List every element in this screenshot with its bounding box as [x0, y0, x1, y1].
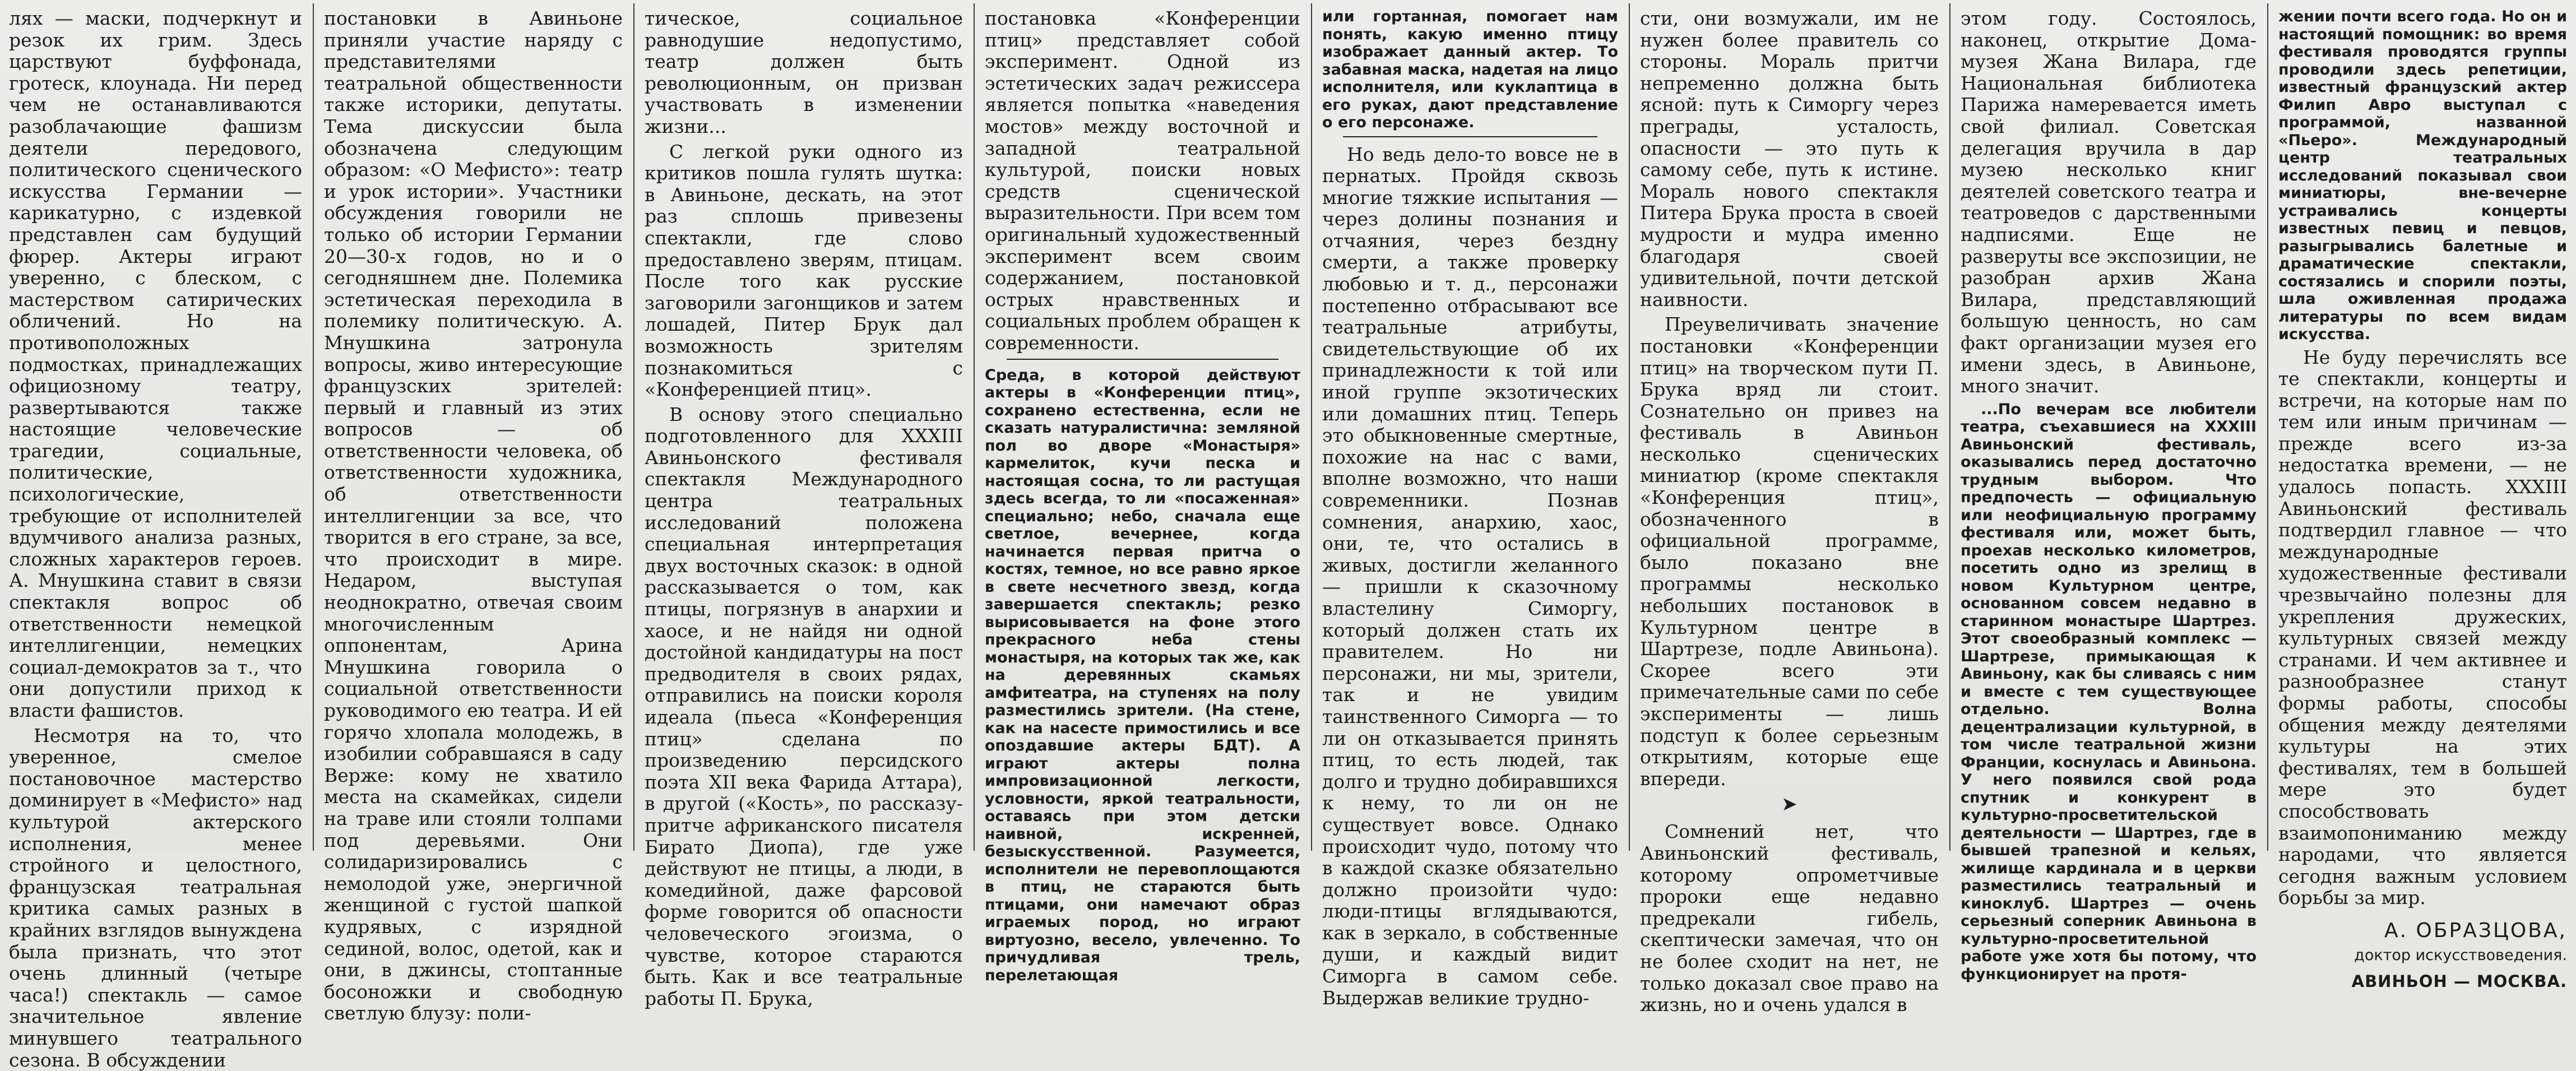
author-title: доктор искусствоведения.: [2354, 946, 2567, 964]
paragraph: В основу этого специально подготовленного для XXXIII Авиньонского фестиваля спектакля Международного центра театральных исследований положена специальная интерпретация двух восточных сказок: в одной рассказывается о том, как птицы, погрязнув в анархии и хаосе, и не найдя ни одной достойной кандидатуры на пост предводителя в своих рядах, отправились на поиски короля идеала (пьеса «Конференция птиц» сделана по произведению персидского поэта XII века Фарида Аттара), в другой («Кость», по рассказу-притче африканского писателя Бирато Диопа), где уже действуют не птицы, а люди, в комедийной, даже фарсовой форме говорится об опасности человеческого эгоизма, о чувстве, которое стараются быть. Как и все театральные работы П. Брука,: [645, 403, 963, 1009]
paragraph: С легкой руки одного из критиков пошла гулять шутка: в Авиньоне, дескать, на этот раз сплошь привезены спектакли, где слово предоставлено зверям, птицам. После того как русские заговорили загонщиков и затем лошадей, Питер Брук дал возможность зрителям познакомиться с «Конференцией птиц».: [645, 140, 963, 401]
column-rule: [2267, 3, 2268, 851]
paragraph-small: или гортанная, помогает нам понять, какую именно птицу изображает данный актер. То забавная маска, надетая на лицо исполнителя, или куклаптица в его руках, дают представление о его персонаже.: [1322, 8, 1618, 131]
section-divider: [1343, 136, 1597, 137]
paragraph: этом году. Состоялось, наконец, открытие Дома-музея Жана Вилара, где Национальная библиотека Парижа намеревается иметь свой филиал. Советская делегация вручила в дар музею несколько книг деятелей советского театра и театроведов с дарственными надписями. Еще не разверуты все экспозиции, не разобран архив Жана Вилара, представляющий большую ценность, но сам факт организации музея его имени здесь, в Авиньоне, много значит.: [1961, 7, 2257, 397]
paragraph: Но ведь дело-то вовсе не в пернатых. Пройдя сквозь многие тяжкие испытания — через долины познания и отчаяния, через бездну смерти, а также проверку любовью и т. д., персонажи постепенно отбрасывают все театральные атрибуты, свидетельствующие об их принадлежности к той или иной группе экзотических или домашних птиц. Теперь это обыкновенные смертные, похожие на нас с вами, вполне возможно, что наши современники. Познав сомнения, анархию, хаос, они, те, что остались в живых, достигли желанного — пришли к сказочному властелину Симоргу, который должен стать их правителем. Но ни персонажи, ни мы, зрители, так и не увидим таинственного Симорга — то ли он отказывается принять птиц, то есть людей, так долго и трудно добиравшихся к нему, то ли он не существует вовсе. Однако происходит чудо, потому что в каждой сказке обязательно должно произойти чудо: люди-птицы вглядываются, как в зеркало, в собственные души, и каждый видит Симорга в самом себе. Выдержав великие трудно-: [1322, 143, 1618, 1009]
dateline: АВИНЬОН — МОСКВА.: [2351, 971, 2567, 991]
column-6: [1631, 0, 1948, 1016]
column-4: [976, 0, 1309, 984]
paragraph: лях — маски, подчеркнут и резок их грим. Здесь царствуют буффонада, гротеск, клоунада. Ни перед чем не останавливаются разоблачающие фашизм деятели передового, политического сценического искусства Германии — карикатурно, с издевкой представлен сам будущий фюрер. Актеры играют уверенно, с блеском, с мастерством сатирических обличений. Но на противоположных подмостках, принадлежащих официозному театру, развертываются также настоящие человеческие трагедии, социальные, политические, психологические, требующие от исполнителей вдумчивого анализа разных, сложных характеров героев. А. Мнушкина ставит в связи спектакля вопрос об ответственности немецкой интеллигенции, немецких социал-демократов за т., что они допустили приход к власти фашистов.: [9, 7, 302, 721]
column-rule: [1311, 3, 1312, 851]
section-break-arrow-icon: ➤: [1781, 793, 1797, 816]
paragraph: постановка «Конференции птиц» представляет собой эксперимент. Одной из эстетических задач режиссера является попытка «наведения мостов» между восточной и западной театральной культурой, поиски новых средств сценической выразительности. При всем том оригинальный художественный эксперимент всем своим содержанием, постановкой острых нравственных и социальных проблем обращен к современности.: [985, 7, 1300, 354]
column-8: [2269, 0, 2576, 991]
column-7: [1952, 0, 2265, 983]
paragraph-small: Среда, в которой действуют актеры в «Конференции птиц», сохранено естественна, если не сказать натуралистична: земляной пол во дворе «Монастыря» кармелиток, кучи песка и настоящая сосна, то ли растущая здесь всегда, то ли «посаженная» специально; небо, сначала еще светлое, вечернее, когда начинается первая притча о костях, темное, но все равно яркое в свете несчетного звезд, когда завершается спектакль; резко вырисовывается на фоне этого прекрасного неба стены монастыря, на которых так же, как на деревянных скамьях амфитеатра, на ступенях на полу разместились зрители. (На стене, как на насесте примостились и все опоздавшие актеры БДТ). А играют актеры полна импровизационной легкости, условности, яркой театральности, оставаясь при этом детски наивной, искренней, безыскусственной. Разумеется, исполнители не перевоплощаются в птиц, не стараются быть птицами, они намечают образ играемых пород, но играют виртуозно, весело, увлеченно. То причудливая трель, перелетающая: [985, 366, 1300, 984]
paragraph-small: ...По вечерам все любители театра, съехавшиеся на XXXIII Авиньонский фестиваль, оказывались перед достаточно трудным выбором. Что предпочесть — официальную или неофициальную программу фестиваля или, может быть, проехав несколько километров, посетить одно из зрелищ в новом Культурном центре, основанном совсем недавно в старинном монастыре Шартрез. Этот своеобразный комплекс — Шартрезе, примыкающая к Авиньону, как бы сливаясь с ним и вместе с тем существующее отдельно. Волна децентрализации культурной, в том числе театральной жизни Франции, коснулась и Авиньона. У него появился свой рода спутник и конкурент в культурно-просветительской деятельности — Шартрез, где в бывшей трапезной и кельях, жилище кардинала и в церкви разместились театральный и киноклуб. Шартрез — очень серьезный соперник Авиньона в культурно-просветительной работе уже хотя бы потому, что функционирует на протя-: [1961, 400, 2257, 983]
paragraph-small: жении почти всего года. Но он и настоящий помощник: во время фестиваля проводятся группы проводили здесь репетиции, известный французский актер Филип Авро выступал с программой, названной «Пьеро». Международный центр театральных исследований показывал свои миниатюры, вне-вечерне устраивались концерты известных певиц и певцов, разыгрывались балетные и драматические спектакли, состязались и спорили поэты, шла оживленная продажа литературы по всем видам искусства.: [2278, 8, 2567, 343]
paragraph: Несмотря на то, что уверенное, смелое постановочное мастерство доминирует в «Мефисто» над культурой актерского исполнения, менее стройного и целостного, французская театральная критика самых разных в крайних взглядов вынуждена была признать, что этот очень длинный (четыре часа!) спектакль — самое значительное явление минувшего театрального сезона. В обсуждении: [9, 724, 302, 1071]
column-rule: [313, 3, 314, 851]
paragraph: Сомнений нет, что Авиньонский фестиваль, которому опрометчивые пророки еще недавно предрекали гибель, скептически замечая, что он не более сходит на нет, не только доказал свое право на жизнь, но и очень удался в: [1640, 820, 1939, 1016]
column-5: [1313, 0, 1627, 1009]
column-rule: [1629, 3, 1630, 851]
section-divider: [1007, 359, 1278, 360]
paragraph: сти, они возмужали, им не нужен более правитель со стороны. Мораль притчи непременно должна быть ясной: путь к Симоргу через преграды, усталость, опасности — это путь к самому себе, путь к истине. Мораль нового спектакля Питера Брука проста в своей мудрости и мудра именно благодаря своей удивительной, почти детской наивности.: [1640, 7, 1939, 310]
paragraph: Преувеличивать значение постановки «Конференции птиц» на творческом пути П. Брука вряд ли стоит. Сознательно он привез на фестиваль в Авиньон несколько сценических миниатюр (кроме спектакля «Конференция птиц», обозначенного в официальной программе, было показано вне программы несколько небольших постановок в Культурном центре в Шартрезе, подле Авиньона). Скорее всего эти примечательные сами по себе эксперименты — лишь подступ к более серьезным открытиям, которые еще впереди.: [1640, 313, 1939, 790]
paragraph: тическое, социальное равнодушие недопустимо, театр должен быть революционным, он призван участвовать в изменении жизни...: [645, 7, 963, 137]
column-rule: [1949, 3, 1950, 851]
author-signature: А. ОБРАЗЦОВА,: [2384, 919, 2567, 942]
column-rule: [633, 3, 634, 851]
column-1: [0, 0, 311, 1071]
column-3: [636, 0, 972, 1009]
column-2: [315, 0, 632, 1024]
paragraph: постановки в Авиньоне приняли участие наряду с представителями театральной общественности также историки, депутаты. Тема дискуссии была обозначена следующим образом: «О Мефисто»: театр и урок истории». Участники обсуждения говорили не только об истории Германии 20—30-х годов, но и о сегодняшнем дне. Полемика эстетическая переходила в полемику политическую. А. Мнушкина затронула вопросы, живо интересующие французских зрителей: первый и главный из этих вопросов — об ответственности человека, об ответственности художника, об ответственности интеллигенции за все, что творится в его стране, за все, что происходит в мире. Недаром, выступая неоднократно, отвечая своим многочисленным оппонентам, Арина Мнушкина говорила о социальной ответственности руководимого ею театра. И ей горячо хлопала молодежь, в изобилии собравшаяся в саду Верже: кому не хватило места на скамейках, сидели на траве или стояли толпами под деревьями. Они солидаризировались с немолодой уже, энергичной женщиной с густой шапкой кудрявых, с изрядной сединой, волос, одетой, как и они, в джинсы, стоптанные босоножки и свободную светлую блузу: поли-: [324, 7, 623, 1024]
column-rule: [974, 3, 975, 851]
paragraph: Не буду перечислять все те спектакли, концерты и встречи, на которые нам по тем или иным причинам — прежде всего из-за недостатка времени, — не удалось попасть. XXXIII Авиньонский фестиваль подтвердил главное — что международные художественные фестивали чрезвычайно полезны для укрепления дружеских, культурных связей между странами. И чем активнее и разнообразнее станут формы работы, способы общения между деятелями культуры на этих фестивалях, тем в большей мере это будет способствовать взаимопониманию между народами, что является сегодня важным условием борьбы за мир.: [2278, 346, 2567, 909]
